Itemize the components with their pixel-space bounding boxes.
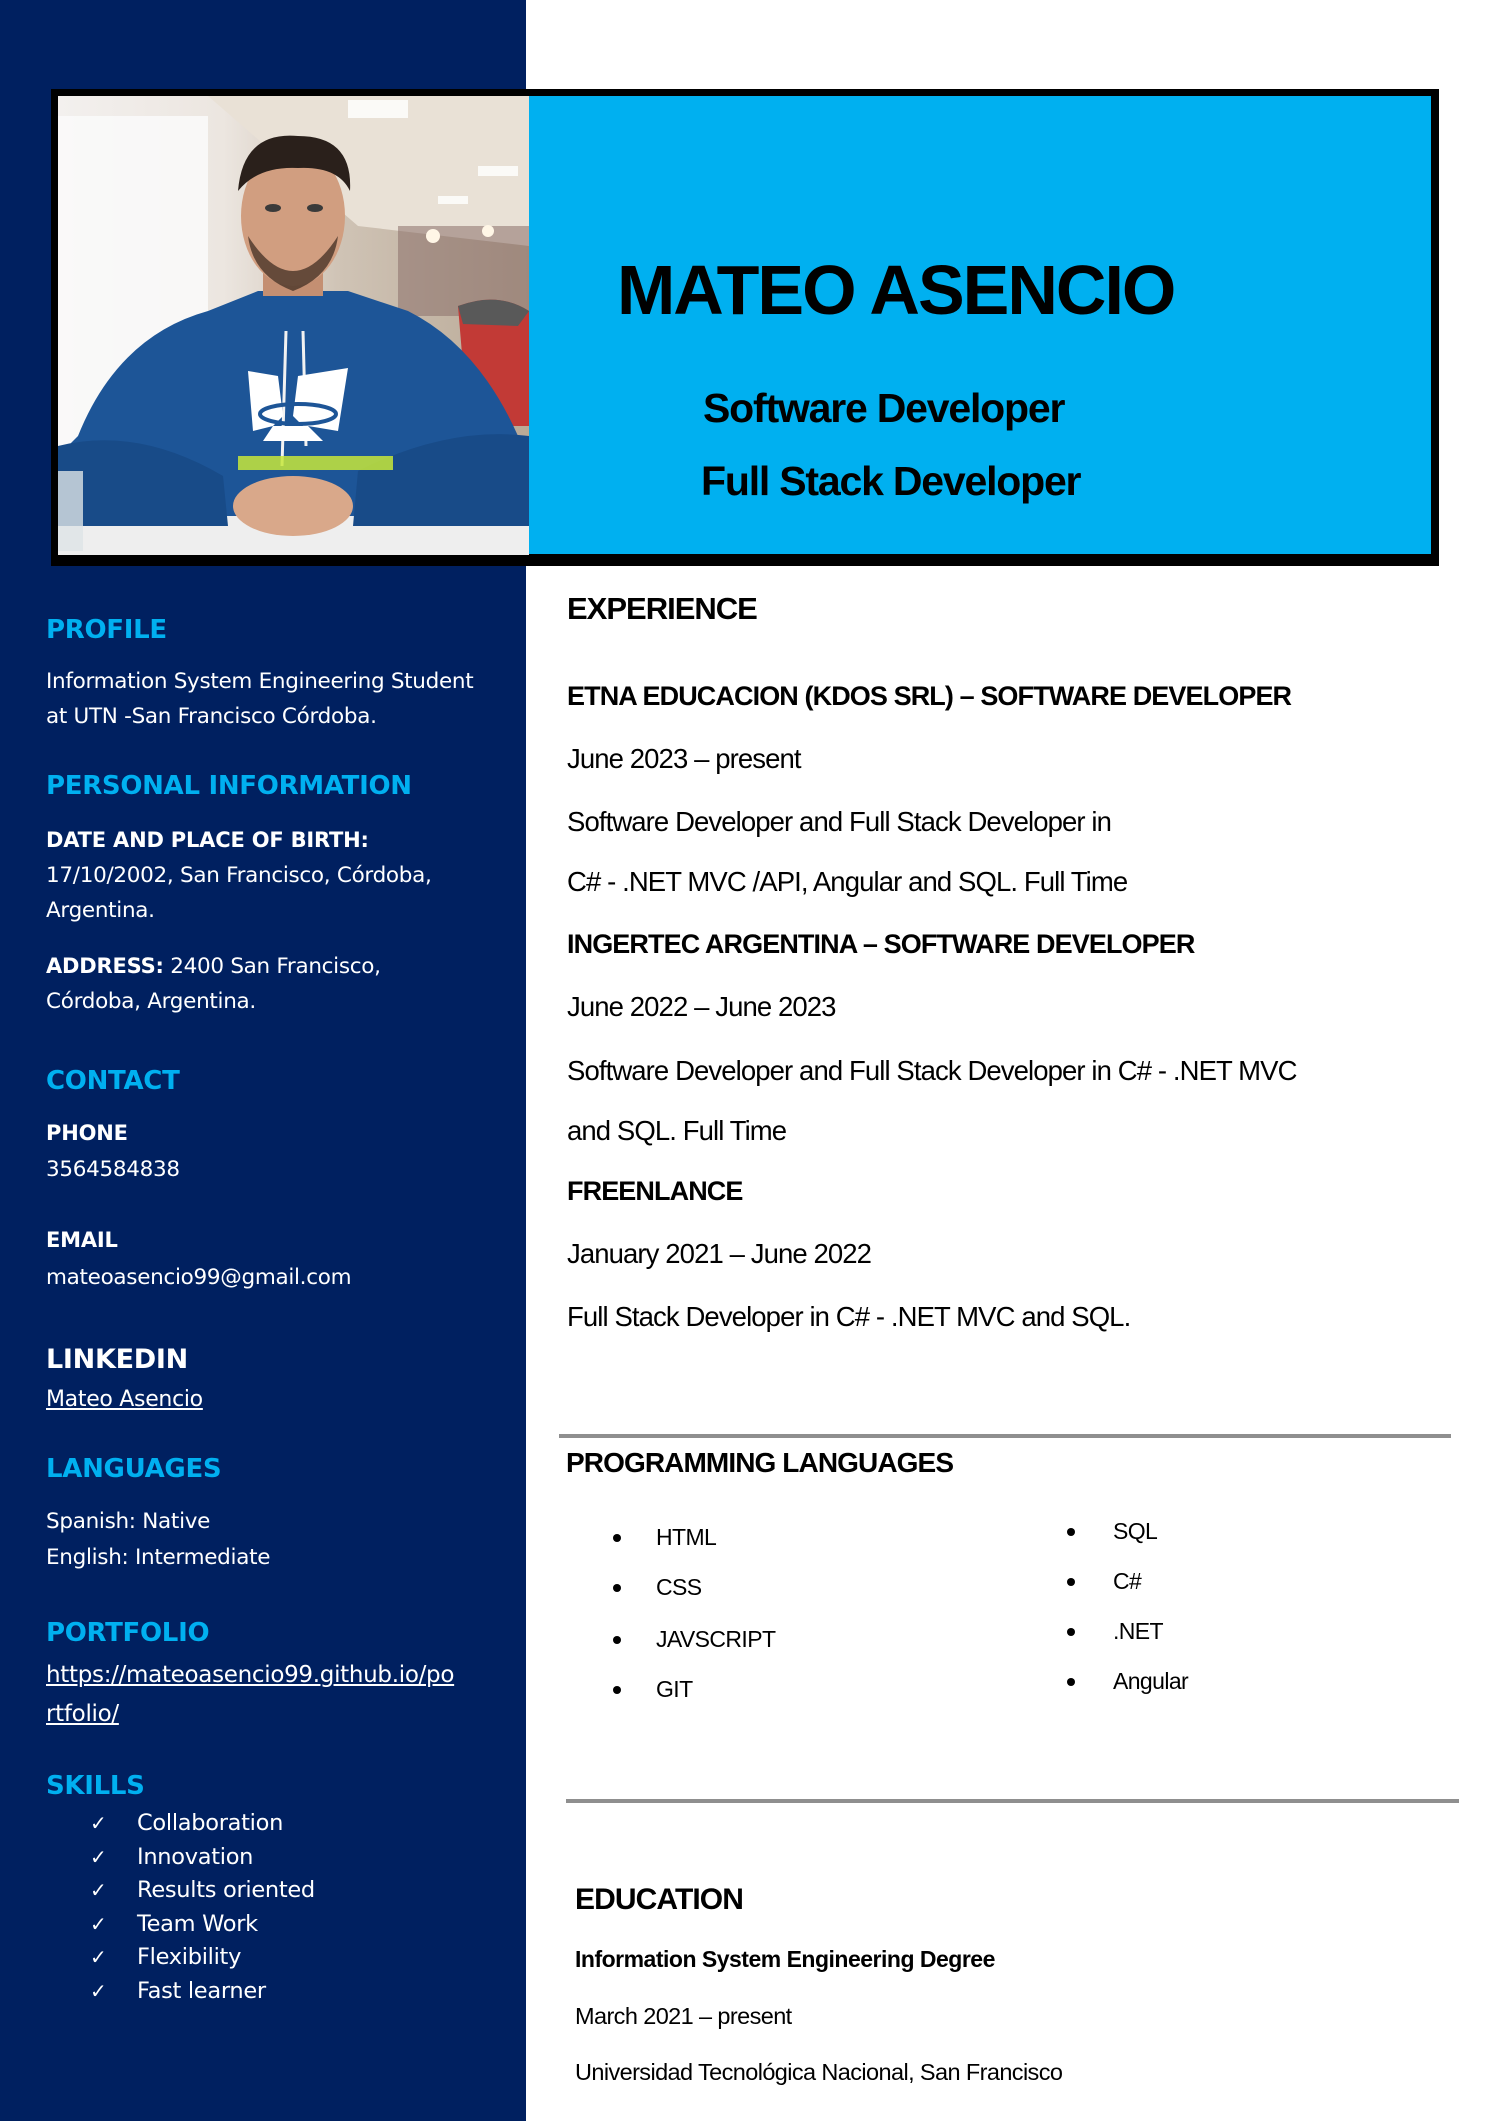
bullet-icon (613, 1636, 621, 1644)
programming-item: Angular (1113, 1668, 1189, 1694)
job-desc: Software Developer and Full Stack Developer in (567, 806, 1112, 837)
person-illustration-icon (58, 96, 529, 555)
job-title-secondary: Full Stack Developer (701, 458, 1081, 504)
bullet-icon (613, 1534, 621, 1542)
profile-line-2: at UTN -San Francisco Córdoba. (46, 704, 377, 729)
skill-label: Fast learner (137, 1978, 266, 2004)
job-desc: C# - .NET MVC /API, Angular and SQL. Full Time (567, 866, 1128, 897)
skill-label: Team Work (137, 1911, 258, 1937)
skill-label: Results oriented (137, 1877, 315, 1903)
section-divider (566, 1799, 1459, 1803)
job-title: FREENLANCE (567, 1176, 743, 1206)
check-icon: ✓ (90, 1912, 107, 1936)
birth-label: DATE AND PLACE OF BIRTH: (46, 828, 369, 852)
skill-label: Collaboration (137, 1810, 284, 1836)
profile-line-1: Information System Engineering Student (46, 669, 474, 694)
email-value[interactable]: mateoasencio99@gmail.com (46, 1265, 352, 1290)
programming-heading: PROGRAMMING LANGUAGES (566, 1447, 954, 1478)
job-title: INGERTEC ARGENTINA – SOFTWARE DEVELOPER (567, 929, 1195, 959)
language-item: Spanish: Native (46, 1509, 211, 1534)
linkedin-heading: LINKEDIN (46, 1344, 188, 1375)
programming-item: GIT (656, 1676, 693, 1702)
address-value: 2400 San Francisco, (163, 954, 381, 979)
languages-heading: LANGUAGES (46, 1454, 222, 1484)
programming-item: SQL (1113, 1518, 1158, 1544)
candidate-name: MATEO ASENCIO (617, 251, 1175, 329)
programming-item: HTML (656, 1524, 717, 1550)
address-line-1 (46, 954, 381, 979)
job-title: ETNA EDUCACION (KDOS SRL) – SOFTWARE DEVELOPER (567, 681, 1292, 711)
portfolio-heading: PORTFOLIO (46, 1618, 210, 1648)
portfolio-link-line-2[interactable]: rtfolio/ (46, 1701, 119, 1727)
experience-heading: EXPERIENCE (567, 591, 757, 626)
language-item: English: Intermediate (46, 1545, 271, 1570)
bullet-icon (613, 1686, 621, 1694)
job-desc: Full Stack Developer in C# - .NET MVC and SQL. (567, 1301, 1131, 1332)
bullet-icon (613, 1584, 621, 1592)
linkedin-link[interactable]: Mateo Asencio (46, 1387, 203, 1412)
job-title-primary: Software Developer (703, 385, 1065, 431)
skill-label: Flexibility (137, 1944, 242, 1970)
education-institution: Universidad Tecnológica Nacional, San Francisco (575, 2059, 1063, 2085)
contact-heading: CONTACT (46, 1066, 180, 1096)
bullet-icon (1067, 1628, 1075, 1636)
portfolio-link-line-1[interactable]: https://mateoasencio99.github.io/po (46, 1662, 455, 1688)
skill-item (90, 1811, 107, 1835)
job-dates: June 2022 – June 2023 (567, 991, 836, 1022)
check-icon: ✓ (90, 1845, 107, 1869)
programming-item: C# (1113, 1568, 1142, 1594)
profile-heading: PROFILE (46, 615, 167, 645)
job-dates: June 2023 – present (567, 743, 801, 774)
education-degree: Information System Engineering Degree (575, 1946, 995, 1972)
skill-item (90, 1878, 107, 1902)
skills-heading: SKILLS (46, 1771, 145, 1801)
programming-item: .NET (1113, 1618, 1163, 1644)
profile-photo (58, 96, 529, 555)
bullet-icon (1067, 1678, 1075, 1686)
job-desc: Software Developer and Full Stack Developer in C# - .NET MVC (567, 1055, 1297, 1086)
bullet-icon (1067, 1528, 1075, 1536)
skill-item (90, 1912, 107, 1936)
email-label: EMAIL (46, 1228, 118, 1252)
birth-line-1: 17/10/2002, San Francisco, Córdoba, (46, 863, 432, 888)
check-icon: ✓ (90, 1878, 107, 1902)
skill-item (90, 1945, 107, 1969)
job-dates: January 2021 – June 2022 (567, 1238, 872, 1269)
check-icon: ✓ (90, 1811, 107, 1835)
phone-value[interactable]: 3564584838 (46, 1157, 180, 1182)
education-heading: EDUCATION (575, 1883, 744, 1916)
skill-item (90, 1979, 107, 2003)
check-icon: ✓ (90, 1979, 107, 2003)
programming-item: CSS (656, 1574, 702, 1600)
bullet-icon (1067, 1578, 1075, 1586)
skill-label: Innovation (137, 1844, 254, 1870)
skill-item (90, 1845, 107, 1869)
address-line-2: Córdoba, Argentina. (46, 989, 256, 1014)
birth-line-2: Argentina. (46, 898, 155, 923)
address-label: ADDRESS: (46, 954, 164, 978)
education-dates: March 2021 – present (575, 2003, 792, 2029)
programming-item: JAVSCRIPT (656, 1626, 776, 1652)
section-divider (559, 1434, 1451, 1438)
phone-label: PHONE (46, 1121, 128, 1145)
personal-info-heading: PERSONAL INFORMATION (46, 771, 412, 801)
check-icon: ✓ (90, 1945, 107, 1969)
job-desc: and SQL. Full Time (567, 1115, 787, 1146)
